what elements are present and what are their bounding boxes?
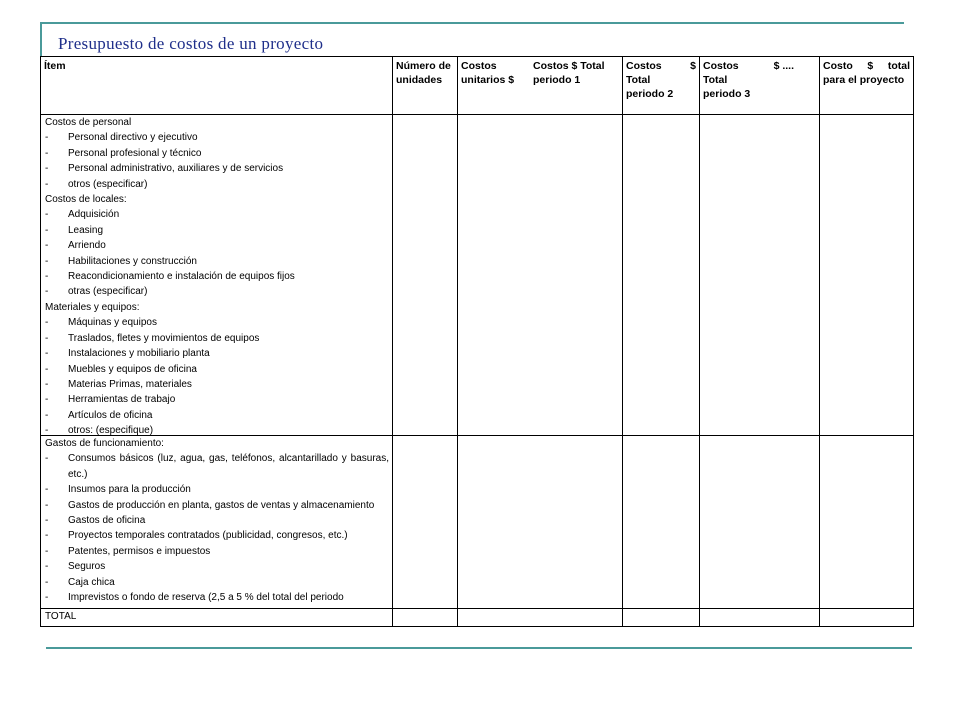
accent-line-top <box>40 22 904 24</box>
header-period2-currency: $ <box>690 60 696 72</box>
header-period3-label: Costos <box>703 60 739 72</box>
list-item: - Materias Primas, materiales <box>45 378 192 390</box>
items-cell-costs <box>41 115 393 435</box>
period3-cell <box>700 436 820 608</box>
list-item: - otros: (especifique) <box>45 425 154 437</box>
list-item: - Consumos básicos (luz, agua, gas, teléfonos, alcantarillado y basuras, etc.) <box>45 453 389 480</box>
unit-cost-cell <box>458 436 623 608</box>
list-item: - Leasing <box>45 224 104 236</box>
list-item: - Proyectos temporales contratados (publicidad, congresos, etc.) <box>45 530 348 542</box>
header-unit-and-period1-cost <box>458 57 623 114</box>
list-item: - Reacondicionamiento e instalación de equipos fijos <box>45 271 295 283</box>
period2-cell <box>623 609 700 626</box>
list-item: - Arriendo <box>45 240 106 252</box>
header-period3-currency: $ .... <box>773 60 794 72</box>
list-item: - Traslados, fletes y movimientos de equipos <box>45 332 260 344</box>
list-item: - Gastos de oficina <box>45 515 146 527</box>
number-cell <box>393 115 458 435</box>
section-title: Costos de personal <box>45 117 132 128</box>
period3-cell <box>700 115 820 435</box>
total-cell <box>820 609 913 626</box>
period2-cell <box>623 115 700 435</box>
list-item: - Seguros <box>45 561 106 573</box>
list-item: - otros (especificar) <box>45 178 148 190</box>
accent-line-bottom <box>46 647 912 649</box>
number-cell <box>393 436 458 608</box>
header-item: Ítem <box>41 57 393 114</box>
list-item: - Habilitaciones y construcción <box>45 255 197 267</box>
header-period3-cost <box>700 57 820 114</box>
slide-title: Presupuesto de costos de un proyecto <box>58 34 324 53</box>
list-item: - Caja chica <box>45 576 115 588</box>
period3-cell <box>700 609 820 626</box>
list-item: - Insumos para la producción <box>45 484 191 496</box>
section-title: Gastos de funcionamiento: <box>45 438 164 449</box>
list-item: - Personal profesional y técnico <box>45 147 202 159</box>
header-number-of-units: Número de unidades <box>393 57 458 114</box>
header-project-total: Costo $ total para el proyecto <box>823 60 910 86</box>
section-title: Materiales y equipos: <box>45 301 140 313</box>
header-period2-label: Costos <box>626 60 662 72</box>
number-cell <box>393 609 458 626</box>
list-item: - Patentes, permisos e impuestos <box>45 545 211 557</box>
section-title: Costos de locales: <box>45 194 127 206</box>
items-cell-operating <box>41 436 393 608</box>
list-item: - Instalaciones y mobiliario planta <box>45 348 210 360</box>
list-item: - Personal administrativo, auxiliares y de servicios <box>45 163 284 175</box>
total-label: TOTAL <box>41 609 393 626</box>
list-item: - Personal directivo y ejecutivo <box>45 132 198 144</box>
header-unit-cost: Costos unitarios $ <box>461 60 515 86</box>
budget-table <box>40 56 914 627</box>
header-period2-cost <box>623 57 700 114</box>
list-item: - Muebles y equipos de oficina <box>45 363 197 375</box>
list-item: - Herramientas de trabajo <box>45 394 176 406</box>
unit-cost-cell <box>458 115 623 435</box>
header-period2-rest: Total periodo 2 <box>626 74 674 100</box>
period2-cell <box>623 436 700 608</box>
total-cell <box>820 436 913 608</box>
table-row-costs <box>41 115 913 436</box>
list-item: - Gastos de producción en planta, gastos de ventas y almacenamiento <box>45 499 375 511</box>
table-header-row <box>41 57 913 115</box>
total-cell <box>820 115 913 435</box>
list-item: - Máquinas y equipos <box>45 317 157 329</box>
list-item: - Imprevistos o fondo de reserva (2,5 a 5 % del total del periodo <box>45 592 344 604</box>
list-item: - Adquisición <box>45 209 120 221</box>
header-period1-cost: Costos $ Total periodo 1 <box>533 60 605 86</box>
unit-cost-cell <box>458 609 623 626</box>
list-item: - Artículos de oficina <box>45 409 153 421</box>
list-item: - otras (especificar) <box>45 286 148 298</box>
table-row-total <box>41 609 913 626</box>
table-row-operating <box>41 436 913 609</box>
header-period3-rest: Total periodo 3 <box>703 74 751 100</box>
